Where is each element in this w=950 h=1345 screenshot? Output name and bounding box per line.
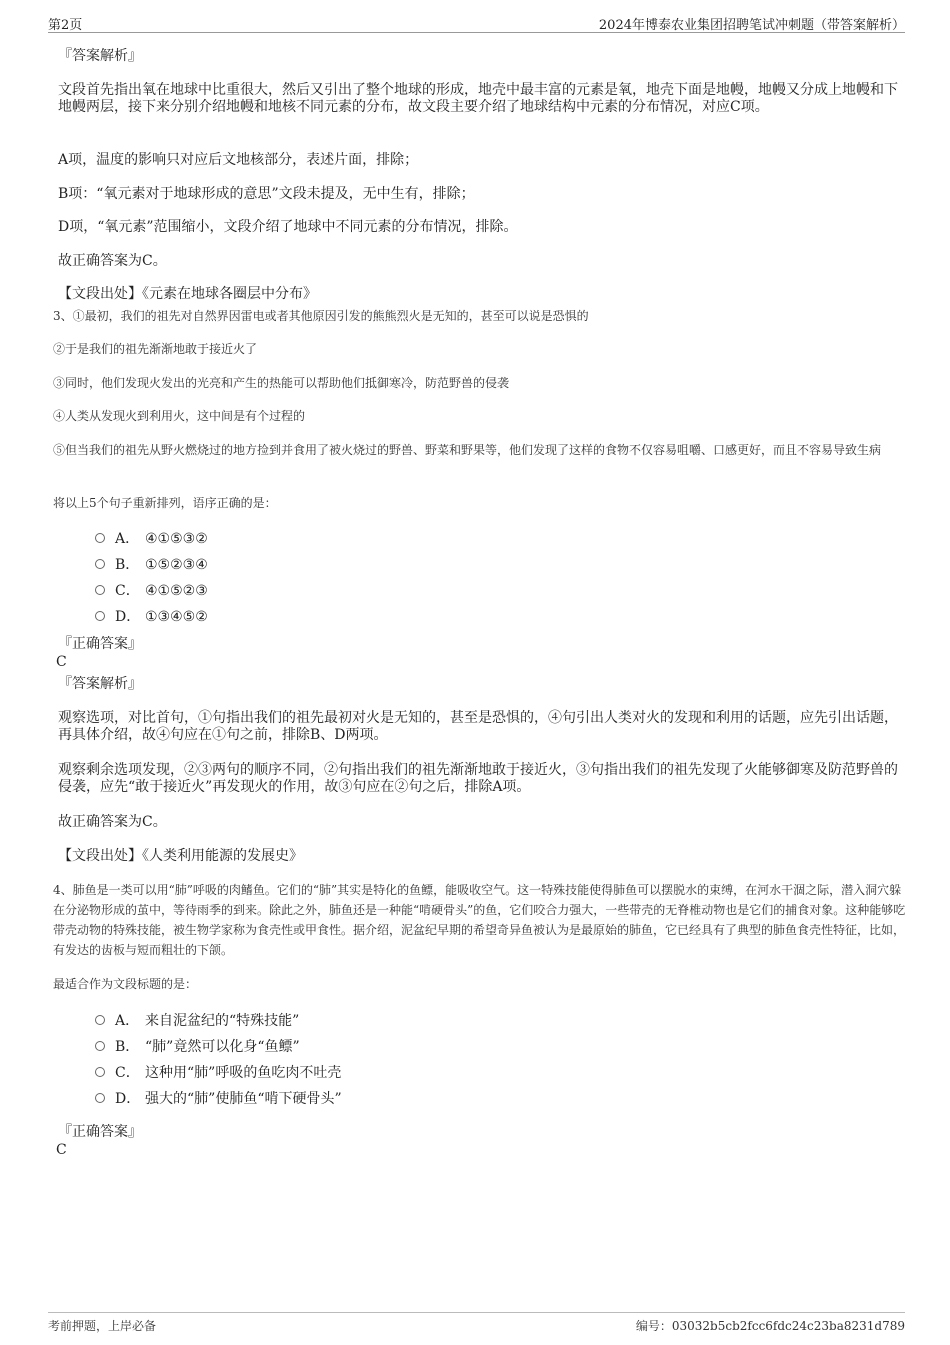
option-d[interactable]: D． 强大的“肺”使肺鱼“啃下硬骨头” <box>95 1090 342 1108</box>
radio-icon[interactable] <box>95 585 105 595</box>
analysis-paragraph: A项，温度的影响只对应后文地核部分，表述片面，排除； <box>58 152 419 168</box>
radio-icon[interactable] <box>95 611 105 621</box>
question-sentence: ⑤但当我们的祖先从野火燃烧过的地方捡到并食用了被火烧过的野兽、野菜和野果等，他们发现了这样的食物不仅容易咀嚼、口感更好，而且不容易导致生病 <box>53 443 882 457</box>
correct-answer-label: 『正确答案』 <box>58 636 142 652</box>
question-sentence: ④人类从发现火到利用火，这中间是有个过程的 <box>53 409 306 423</box>
radio-icon[interactable] <box>95 1015 105 1025</box>
analysis-paragraph: B项：“氧元素对于地球形成的意思”文段未提及，无中生有，排除； <box>58 186 475 202</box>
radio-icon[interactable] <box>95 559 105 569</box>
question-prompt: 最适合作为文段标题的是： <box>53 977 198 991</box>
option-c[interactable]: C． 这种用“肺”呼吸的鱼吃肉不吐壳 <box>95 1064 341 1082</box>
radio-icon[interactable] <box>95 1093 105 1103</box>
document-title: 2024年博泰农业集团招聘笔试冲刺题（带答案解析） <box>598 18 905 33</box>
analysis-label: 『答案解析』 <box>58 48 142 64</box>
analysis-paragraph: 观察剩余选项发现，②③两句的顺序不同，②句指出我们的祖先渐渐地敢于接近火，③句指出我们的祖先发现了火能够御寒及防范野兽的侵袭，应先“敢于接近火”再发现火的作用，故③句应在②句之后，排除A项。 <box>58 762 898 795</box>
answer-conclusion: 故正确答案为C。 <box>58 253 167 269</box>
correct-answer: C <box>56 1142 67 1158</box>
question-sentence: ③同时，他们发现火发出的光亮和产生的热能可以帮助他们抵御寒冷，防范野兽的侵袭 <box>53 376 510 390</box>
source-citation: 【文段出处】《人类利用能源的发展史》 <box>58 848 303 864</box>
analysis-paragraph: 观察选项，对比首句，①句指出我们的祖先最初对火是无知的，甚至是恐惧的，④句引出人类对火的发现和利用的话题，应先引出话题，再具体介绍，故④句应在①句之前，排除B、D两项。 <box>58 710 898 743</box>
correct-answer-label: 『正确答案』 <box>58 1124 142 1140</box>
question-text: 4、肺鱼是一类可以用“肺”呼吸的肉鳍鱼。它们的“肺”其实是特化的鱼鳔，能吸收空气。这一特殊技能使得肺鱼可以摆脱水的束缚，在河水干涸之际，潜入洞穴躲在分泌物形成的茧中，等待雨季的到来。除此之外，肺鱼还是一种能“啃硬骨头”的鱼，它们咬合力强大，一些带壳的无脊椎动物也是它们的捕食对象。这种能够吃带壳动物的特殊技能，被生物学家称为食壳性或甲食性。据介绍，泥盆纪早期的希望奇异鱼被认为是最原始的肺鱼，它已经具有了典型的肺鱼食壳性特征，比如，有发达的齿板与短而粗壮的下颌。 <box>53 883 906 957</box>
radio-icon[interactable] <box>95 533 105 543</box>
document-id: 编号：03032b5cb2fcc6fdc24c23ba8231d789 <box>635 1319 905 1333</box>
option-d[interactable]: D． ①③④⑤② <box>95 608 208 626</box>
correct-answer: C <box>56 654 67 670</box>
analysis-label: 『答案解析』 <box>58 676 142 692</box>
source-citation: 【文段出处】《元素在地球各圈层中分布》 <box>58 286 317 302</box>
option-b[interactable]: B． ①⑤②③④ <box>95 556 208 574</box>
analysis-paragraph: 文段首先指出氧在地球中比重很大，然后又引出了整个地球的形成，地壳中最丰富的元素是氧，地壳下面是地幔，地幔又分成上地幔和下地幔两层，接下来分别介绍地幔和地核不同元素的分布，故文段主要介绍了地球结构中元素的分布情况，对应C项。 <box>58 82 898 115</box>
answer-conclusion: 故正确答案为C。 <box>58 814 167 830</box>
question-sentence: 3、①最初，我们的祖先对自然界因雷电或者其他原因引发的熊熊烈火是无知的，甚至可以说是恐惧的 <box>53 309 589 323</box>
option-a[interactable]: A． ④①⑤③② <box>95 530 208 548</box>
analysis-paragraph: D项，“氧元素”范围缩小，文段介绍了地球中不同元素的分布情况，排除。 <box>58 219 518 235</box>
radio-icon[interactable] <box>95 1067 105 1077</box>
footer-slogan: 考前押题，上岸必备 <box>48 1319 157 1333</box>
page-footer <box>48 1312 905 1341</box>
option-b[interactable]: B． “肺”竟然可以化身“鱼鳔” <box>95 1038 300 1056</box>
radio-icon[interactable] <box>95 1041 105 1051</box>
option-a[interactable]: A． 来自泥盆纪的“特殊技能” <box>95 1012 299 1030</box>
option-c[interactable]: C． ④①⑤②③ <box>95 582 208 600</box>
question-prompt: 将以上5个句子重新排列，语序正确的是： <box>53 496 277 510</box>
page-header <box>48 10 905 33</box>
page-number: 第2页 <box>48 18 83 33</box>
question-sentence: ②于是我们的祖先渐渐地敢于接近火了 <box>53 342 258 356</box>
